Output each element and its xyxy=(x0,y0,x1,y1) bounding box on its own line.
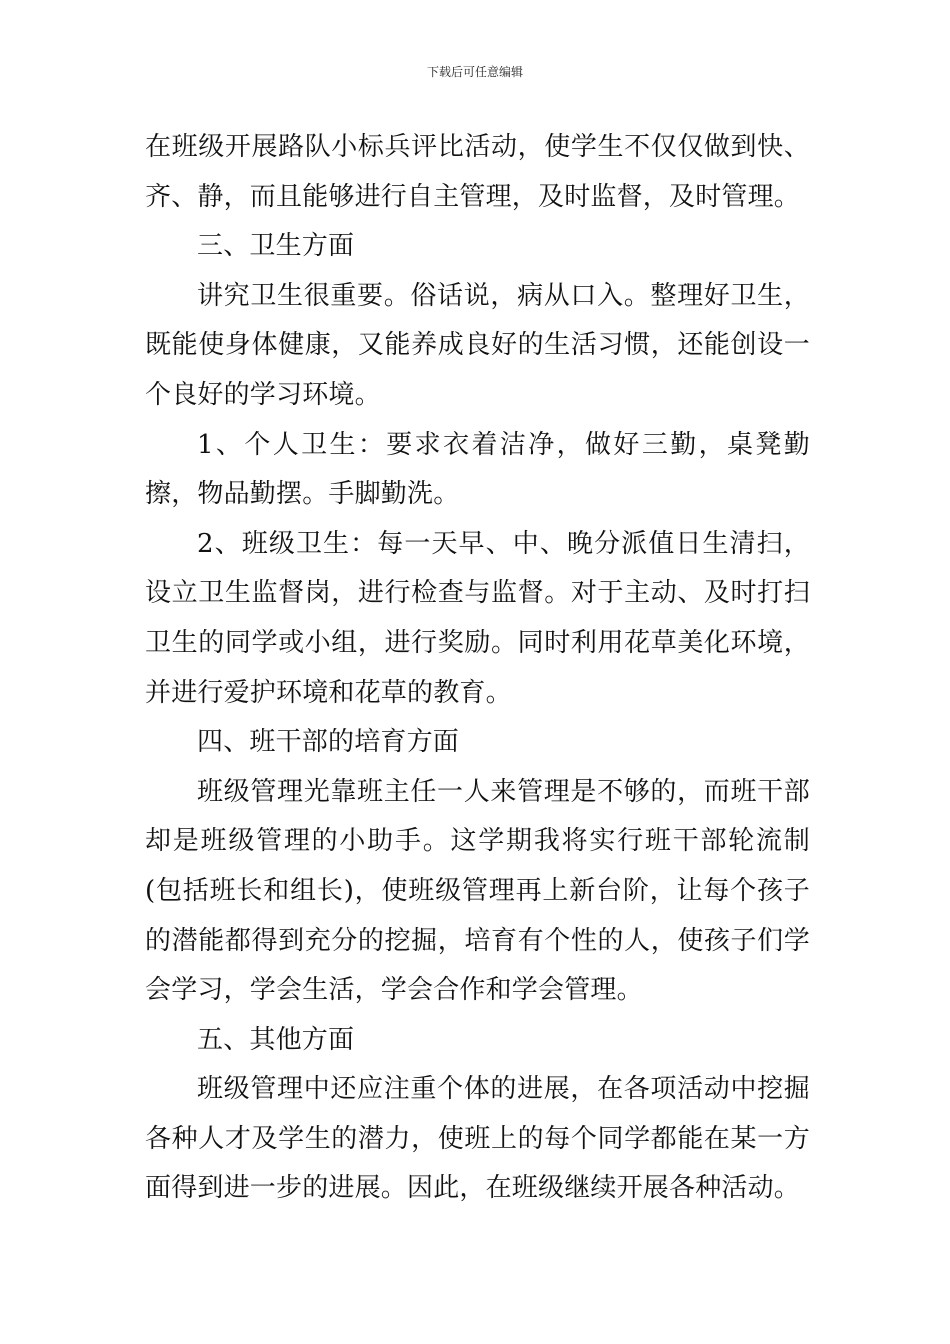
document-body xyxy=(145,123,810,1214)
page-header: 下载后可任意编辑 xyxy=(426,65,523,79)
paragraph-other: 班级管理中还应注重个体的进展，在各项活动中挖掘各种人才及学生的潜力，使班上的每个同学都能在某一方面得到进一步的进展。因此，在班级继续开展各种活动。 xyxy=(145,1074,810,1204)
section-heading-class-cadres: 四、班干部的培育方面 xyxy=(197,727,460,758)
paragraph-personal-hygiene: 1、个人卫生：要求衣着洁净，做好三勤，桌凳勤擦，物品勤摆。手脚勤洗。 xyxy=(145,429,810,510)
paragraph-class-hygiene: 2、班级卫生：每一天早、中、晚分派值日生清扫，设立卫生监督岗，进行检查与监督。对于主动、及时打扫卫生的同学或小组，进行奖励。同时利用花草美化环境，并进行爱护环境和花草的教育。 xyxy=(145,528,810,708)
paragraph-class-cadres: 班级管理光靠班主任一人来管理是不够的，而班干部却是班级管理的小助手。这学期我将实行班干部轮流制(包括班长和组长)，使班级管理再上新台阶，让每个孩子的潜能都得到充分的挖掘，培育有个性的人，使孩子们学会学习，学会生活，学会合作和学会管理。 xyxy=(145,776,810,1006)
section-heading-hygiene: 三、卫生方面 xyxy=(197,231,355,262)
paragraph-continuation: 在班级开展路队小标兵评比活动，使学生不仅仅做到快、齐、静，而且能够进行自主管理，及时监督，及时管理。 xyxy=(145,132,810,212)
paragraph-hygiene-intro: 讲究卫生很重要。俗话说，病从口入。整理好卫生，既能使身体健康，又能养成良好的生活习惯，还能创设一个良好的学习环境。 xyxy=(145,280,810,410)
section-heading-other: 五、其他方面 xyxy=(197,1024,355,1055)
